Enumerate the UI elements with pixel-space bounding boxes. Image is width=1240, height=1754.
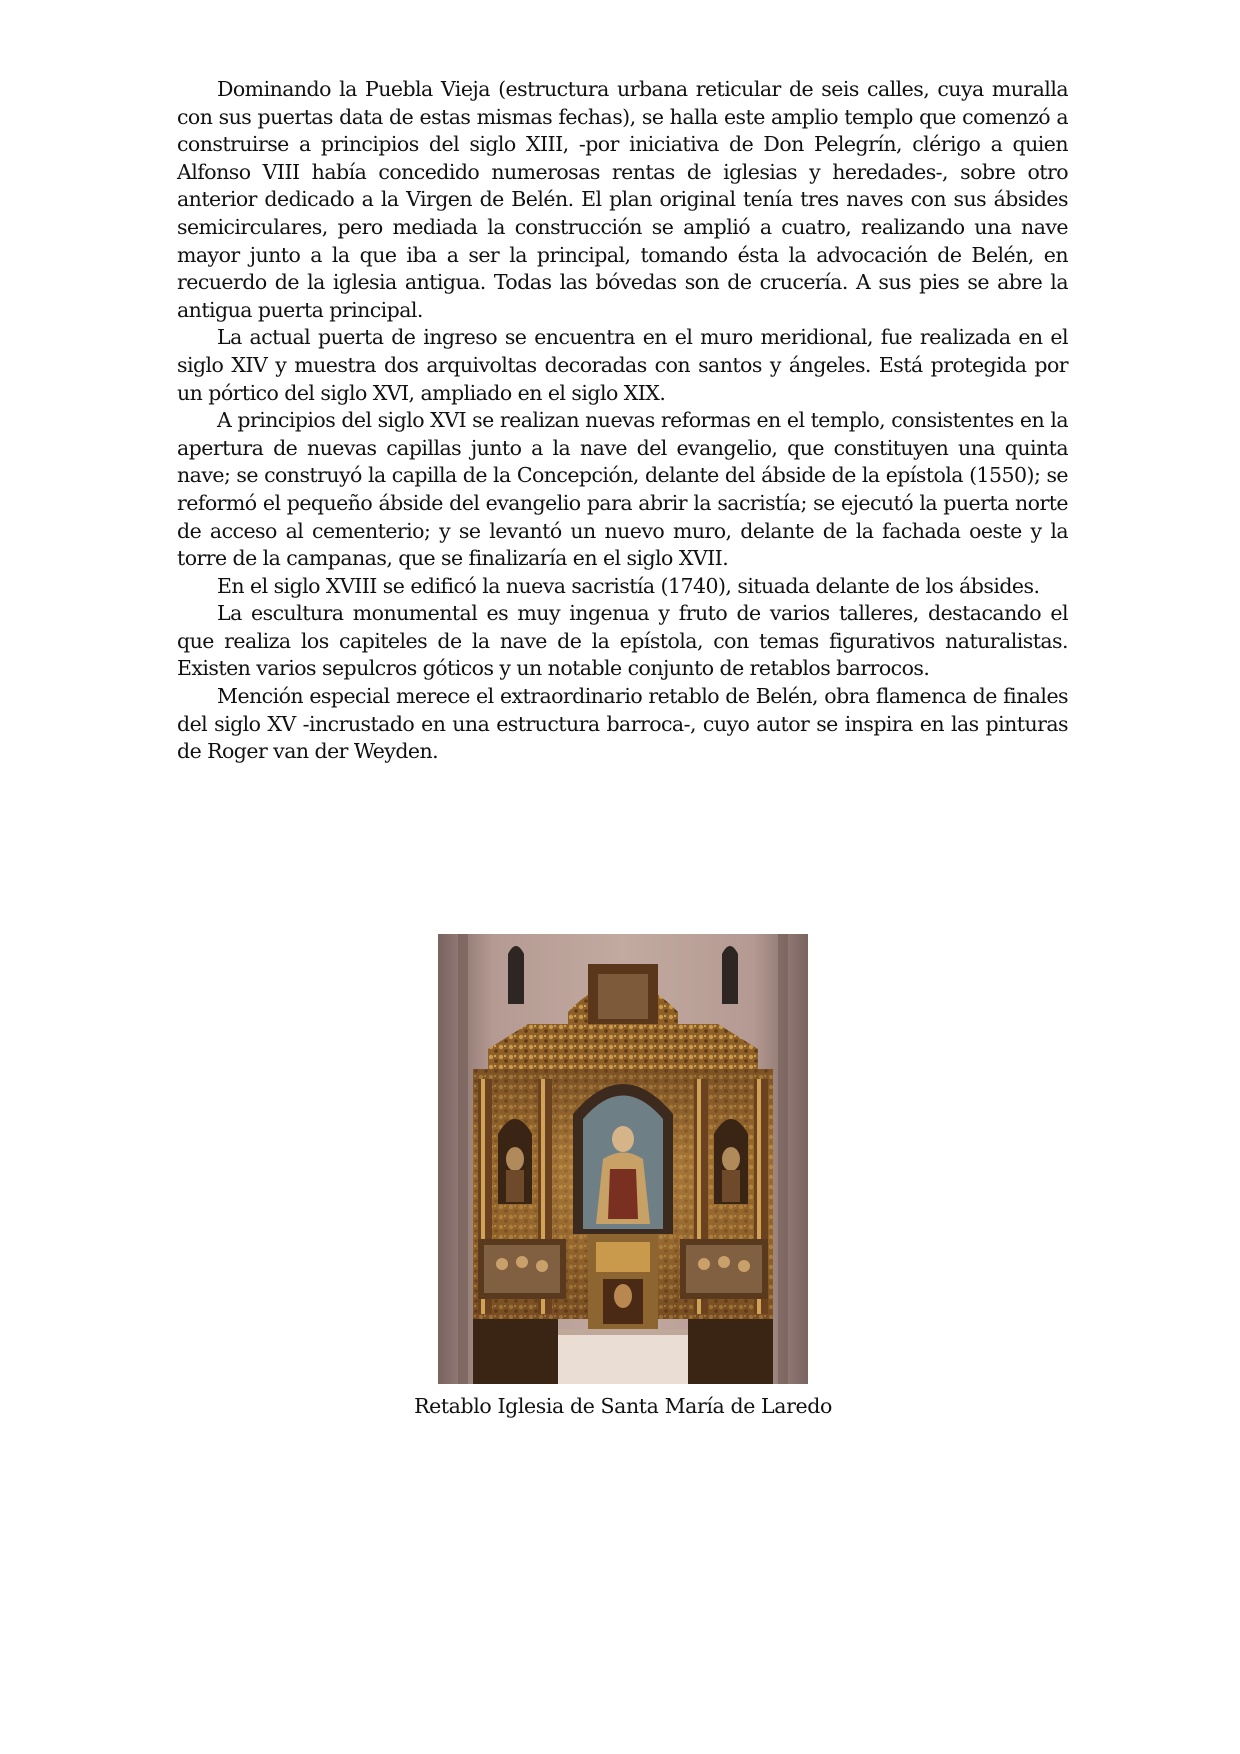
altar-table bbox=[558, 1329, 688, 1384]
paragraph: Dominando la Puebla Vieja (estructura urbana reticular de seis calles, cuya muralla con sus puertas data de estas mismas fechas), se halla este amplio templo que comenzó a construirse a principios del siglo XIII, -por iniciativa de Don Pelegrín, clérigo a quien Alfonso VIII había concedido numerosas rentas de iglesias y heredades-, sobre otro anterior dedicado a la Virgen de Belén. El plan original tenía tres naves con sus ábsides semicirculares, pero mediada la construcción se amplió a cuatro, realizando una nave mayor junto a la que iba a ser la principal, tomando ésta la advocación de Belén, en recuerdo de la iglesia antigua. Todas las bóvedas son de crucería. A sus pies se abre la antigua puerta principal. bbox=[177, 77, 1068, 322]
gothic-window bbox=[508, 946, 524, 1004]
paragraph: A principios del siglo XVI se realizan nuevas reformas en el templo, consistentes en la apertura de nuevas capillas junto a la nave del evangelio, que constituyen una quinta nave; se construyó la capilla de la Concepción, delante del ábside de la epístola (1550); se reformó el pequeño ábside del evangelio para abrir la sacristía; se ejecutó la puerta norte de acceso al cementerio; y se levantó un nuevo muro, delante de la fachada oeste y la torre de la campanas, que se finalizaría en el siglo XVII. bbox=[177, 408, 1068, 571]
paragraph: La escultura monumental es muy ingenua y fruto de varios talleres, destacando el que realiza los capiteles de la nave de la epístola, con temas figurativos naturalistas. Existen varios sepulcros góticos y un notable conjunto de retablos barrocos. bbox=[177, 601, 1068, 681]
paragraph: La actual puerta de ingreso se encuentra en el muro meridional, fue realizada en el siglo XIV y muestra dos arquivoltas decoradas con santos y ángeles. Está protegida por un pórtico del siglo XVI, ampliado en el siglo XIX. bbox=[177, 325, 1068, 405]
paragraph: Mención especial merece el extraordinario retablo de Belén, obra flamenca de finales del siglo XV -incrustado en una estructura barroca-, cuyo autor se inspira en las pinturas de Roger van der Weyden. bbox=[177, 684, 1068, 764]
article-body bbox=[177, 76, 1068, 766]
altarpiece-photo bbox=[438, 934, 808, 1384]
paragraph: En el siglo XVIII se edificó la nueva sacristía (1740), situada delante de los ábsides. bbox=[217, 573, 1040, 598]
figure-caption: Retablo Iglesia de Santa María de Laredo bbox=[414, 1394, 832, 1418]
gothic-window bbox=[722, 946, 738, 1004]
